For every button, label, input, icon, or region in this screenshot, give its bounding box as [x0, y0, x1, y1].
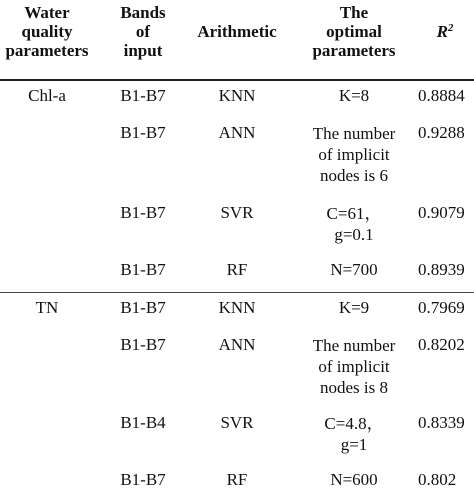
row-opt: K=8 [338, 86, 370, 105]
row-opt-line: The number [312, 336, 396, 355]
row-opt [296, 203, 412, 245]
header-param-line-1: Water [24, 3, 70, 22]
row-opt-line: of implicit [318, 145, 390, 164]
row-opt [296, 413, 412, 455]
group-name-tn: TN [35, 298, 59, 317]
row-r2: 0.9288 [418, 123, 465, 142]
header-r2-letter: R [436, 22, 448, 41]
row-opt: K=9 [338, 298, 370, 317]
row-opt [296, 123, 412, 186]
row-bands: B1-B7 [120, 260, 166, 279]
row-opt: N=700 [330, 260, 378, 279]
header-bands-of-input [104, 3, 182, 60]
row-bands: B1-B7 [120, 123, 166, 142]
row-opt-line: nodes is 6 [320, 166, 388, 185]
row-opt-line: nodes is 8 [320, 378, 388, 397]
header-rule [0, 79, 474, 81]
row-arith: ANN [218, 123, 256, 142]
row-opt-line: The number [312, 124, 396, 143]
row-bands: B1-B7 [120, 298, 166, 317]
row-r2: 0.802 [418, 470, 457, 489]
header-param-line-2: quality [21, 22, 73, 41]
group-name-chl-a: Chl-a [28, 86, 66, 105]
row-opt-line: C=4.8， [324, 414, 384, 433]
row-bands: B1-B7 [120, 335, 166, 354]
row-arith: RF [226, 470, 248, 489]
header-r-squared [416, 22, 474, 41]
row-arith: KNN [218, 86, 256, 105]
row-bands: B1-B7 [120, 470, 166, 489]
row-arith: SVR [220, 413, 254, 432]
row-bands: B1-B4 [120, 413, 166, 432]
header-arithmetic [188, 22, 286, 41]
row-opt [296, 335, 412, 398]
row-opt-line: g=0.1 [334, 225, 374, 244]
row-r2: 0.8939 [418, 260, 465, 279]
header-bands-line-2: of [135, 22, 151, 41]
row-r2: 0.8339 [418, 413, 465, 432]
row-r2: 0.7969 [418, 298, 465, 317]
row-opt-line: g=1 [340, 435, 368, 454]
header-bands-line-1: Bands [120, 3, 166, 22]
row-r2: 0.8202 [418, 335, 465, 354]
row-arith: ANN [218, 335, 256, 354]
row-arith: RF [226, 260, 248, 279]
row-opt-line: of implicit [318, 357, 390, 376]
header-opt-line-2: optimal [326, 22, 382, 41]
header-water-quality-parameters [0, 3, 94, 60]
row-r2: 0.9079 [418, 203, 465, 222]
row-bands: B1-B7 [120, 203, 166, 222]
header-arith-line: Arithmetic [197, 22, 277, 41]
row-arith: SVR [220, 203, 254, 222]
header-opt-line-3: parameters [312, 41, 396, 60]
row-arith: KNN [218, 298, 256, 317]
row-opt: N=600 [330, 470, 378, 489]
row-opt-line: C=61， [326, 204, 382, 223]
group-divider [0, 292, 474, 293]
header-param-line-3: parameters [5, 41, 89, 60]
header-r2-superscript: 2 [447, 22, 454, 34]
header-bands-line-3: input [123, 41, 163, 60]
row-r2: 0.8884 [418, 86, 465, 105]
row-bands: B1-B7 [120, 86, 166, 105]
header-optimal-parameters [296, 3, 412, 60]
header-opt-line-1: The [339, 3, 369, 22]
